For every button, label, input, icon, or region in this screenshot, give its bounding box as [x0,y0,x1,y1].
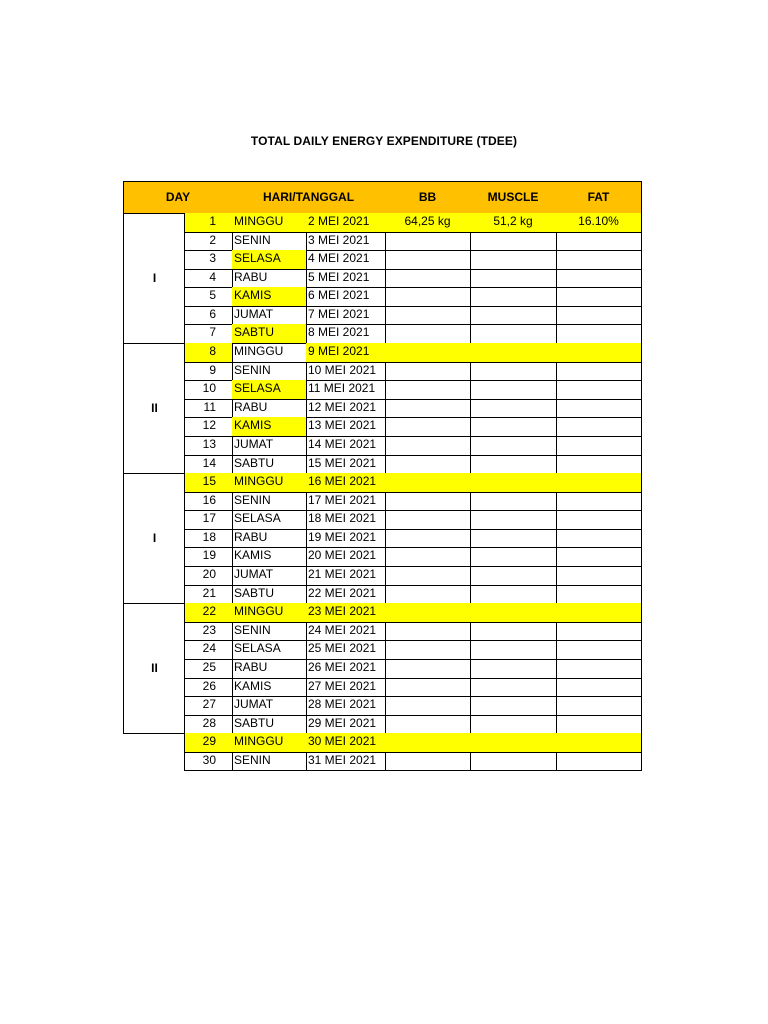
cell-fat [556,343,642,363]
cell-fat [556,622,642,641]
cell-tanggal: 10 MEI 2021 [306,362,386,381]
cell-hari: SENIN [232,362,307,381]
cell-muscle [470,362,557,381]
cell-no: 19 [184,547,233,567]
cell-hari: SABTU [232,585,307,604]
cell-fat [556,269,642,288]
cell-muscle [470,715,557,734]
cell-muscle [470,492,557,511]
cell-bb [385,324,471,344]
cell-tanggal: 6 MEI 2021 [306,287,386,307]
cell-fat [556,640,642,660]
cell-tanggal: 20 MEI 2021 [306,547,386,567]
cell-muscle [470,232,557,251]
cell-no: 16 [184,492,233,511]
cell-tanggal: 31 MEI 2021 [306,752,386,771]
header-bb: BB [385,181,471,214]
cell-no: 1 [184,213,233,233]
cell-tanggal: 13 MEI 2021 [306,417,386,437]
cell-no: 26 [184,678,233,697]
cell-fat [556,566,642,586]
cell-fat [556,417,642,437]
cell-muscle [470,752,557,771]
cell-muscle [470,269,557,288]
cell-bb [385,287,471,307]
cell-bb [385,250,471,270]
cell-tanggal: 7 MEI 2021 [306,306,386,325]
cell-no: 25 [184,659,233,679]
cell-bb [385,399,471,418]
cell-tanggal: 3 MEI 2021 [306,232,386,251]
cell-tanggal: 19 MEI 2021 [306,529,386,548]
header-muscle: MUSCLE [470,181,557,214]
cell-fat [556,250,642,270]
cell-fat [556,473,642,493]
cell-hari: JUMAT [232,306,307,325]
cell-bb [385,566,471,586]
cell-muscle [470,250,557,270]
cell-hari: JUMAT [232,566,307,586]
header-hari-tanggal: HARI/TANGGAL [232,181,386,214]
cell-hari: RABU [232,269,307,288]
cell-muscle: 51,2 kg [470,213,557,233]
cell-muscle [470,455,557,474]
cell-fat [556,659,642,679]
cell-fat [556,696,642,716]
cell-bb [385,380,471,400]
cell-no: 9 [184,362,233,381]
cell-bb [385,715,471,734]
cell-bb [385,362,471,381]
cell-muscle [470,343,557,363]
cell-no: 17 [184,510,233,530]
cell-muscle [470,678,557,697]
cell-hari: MINGGU [232,733,307,753]
cell-no: 11 [184,399,233,418]
cell-hari: SENIN [232,622,307,641]
cell-no: 18 [184,529,233,548]
cell-tanggal: 17 MEI 2021 [306,492,386,511]
cell-muscle [470,585,557,604]
cell-fat: 16.10% [556,213,642,233]
cell-no: 14 [184,455,233,474]
cell-fat [556,492,642,511]
cell-bb [385,492,471,511]
cell-hari: MINGGU [232,213,307,233]
cell-tanggal: 2 MEI 2021 [306,213,386,233]
cell-hari: SENIN [232,492,307,511]
cell-fat [556,715,642,734]
cell-muscle [470,436,557,456]
cell-hari: MINGGU [232,473,307,493]
cell-fat [556,733,642,753]
cell-hari: SENIN [232,232,307,251]
cell-no: 10 [184,380,233,400]
week-label: I [123,473,185,604]
cell-hari: SABTU [232,715,307,734]
cell-bb [385,269,471,288]
cell-muscle [470,324,557,344]
cell-tanggal: 27 MEI 2021 [306,678,386,697]
cell-no: 5 [184,287,233,307]
cell-fat [556,436,642,456]
cell-hari: SABTU [232,324,307,344]
cell-fat [556,362,642,381]
week-label: I [123,213,185,344]
cell-fat [556,306,642,325]
cell-fat [556,510,642,530]
cell-fat [556,455,642,474]
cell-tanggal: 15 MEI 2021 [306,455,386,474]
cell-fat [556,380,642,400]
cell-bb [385,603,471,623]
week-label: II [123,603,185,734]
cell-fat [556,232,642,251]
cell-no: 28 [184,715,233,734]
cell-hari: SENIN [232,752,307,771]
cell-hari: RABU [232,529,307,548]
cell-fat [556,287,642,307]
cell-fat [556,547,642,567]
document-title: TOTAL DAILY ENERGY EXPENDITURE (TDEE) [250,134,518,148]
cell-hari: SELASA [232,640,307,660]
cell-bb [385,752,471,771]
cell-tanggal: 21 MEI 2021 [306,566,386,586]
cell-fat [556,603,642,623]
cell-hari: MINGGU [232,603,307,623]
cell-hari: SABTU [232,455,307,474]
cell-no: 8 [184,343,233,363]
cell-fat [556,752,642,771]
cell-muscle [470,529,557,548]
cell-hari: KAMIS [232,417,307,437]
cell-no: 23 [184,622,233,641]
cell-tanggal: 9 MEI 2021 [306,343,386,363]
cell-tanggal: 16 MEI 2021 [306,473,386,493]
cell-tanggal: 12 MEI 2021 [306,399,386,418]
cell-tanggal: 23 MEI 2021 [306,603,386,623]
cell-fat [556,529,642,548]
cell-bb [385,436,471,456]
cell-muscle [470,640,557,660]
cell-bb [385,678,471,697]
cell-fat [556,678,642,697]
cell-muscle [470,306,557,325]
cell-muscle [470,733,557,753]
cell-hari: JUMAT [232,436,307,456]
cell-bb [385,640,471,660]
cell-tanggal: 30 MEI 2021 [306,733,386,753]
cell-no: 21 [184,585,233,604]
cell-muscle [470,510,557,530]
cell-no: 6 [184,306,233,325]
cell-no: 7 [184,324,233,344]
cell-muscle [470,696,557,716]
cell-tanggal: 8 MEI 2021 [306,324,386,344]
cell-tanggal: 4 MEI 2021 [306,250,386,270]
cell-fat [556,324,642,344]
cell-no: 29 [184,733,233,753]
cell-tanggal: 14 MEI 2021 [306,436,386,456]
cell-no: 3 [184,250,233,270]
header-fat: FAT [556,181,642,214]
cell-tanggal: 28 MEI 2021 [306,696,386,716]
cell-bb [385,455,471,474]
cell-bb [385,547,471,567]
cell-hari: SELASA [232,250,307,270]
cell-muscle [470,399,557,418]
cell-muscle [470,547,557,567]
cell-no: 12 [184,417,233,437]
cell-muscle [470,287,557,307]
cell-bb [385,473,471,493]
cell-no: 22 [184,603,233,623]
cell-bb [385,585,471,604]
cell-bb [385,417,471,437]
cell-bb [385,696,471,716]
cell-muscle [470,417,557,437]
cell-bb [385,306,471,325]
cell-muscle [470,380,557,400]
cell-hari: SELASA [232,510,307,530]
cell-no: 24 [184,640,233,660]
cell-muscle [470,566,557,586]
cell-hari: RABU [232,399,307,418]
cell-no: 20 [184,566,233,586]
cell-tanggal: 18 MEI 2021 [306,510,386,530]
cell-no: 4 [184,269,233,288]
cell-no: 30 [184,752,233,771]
cell-tanggal: 24 MEI 2021 [306,622,386,641]
cell-tanggal: 5 MEI 2021 [306,269,386,288]
cell-tanggal: 26 MEI 2021 [306,659,386,679]
cell-bb [385,510,471,530]
cell-tanggal: 22 MEI 2021 [306,585,386,604]
cell-no: 2 [184,232,233,251]
cell-bb [385,733,471,753]
cell-bb [385,529,471,548]
cell-no: 27 [184,696,233,716]
cell-muscle [470,473,557,493]
cell-bb [385,659,471,679]
cell-hari: SELASA [232,380,307,400]
cell-tanggal: 29 MEI 2021 [306,715,386,734]
cell-hari: RABU [232,659,307,679]
cell-hari: KAMIS [232,678,307,697]
week-label: II [123,343,185,474]
cell-bb [385,232,471,251]
cell-fat [556,585,642,604]
cell-no: 13 [184,436,233,456]
cell-fat [556,399,642,418]
cell-bb [385,622,471,641]
cell-tanggal: 11 MEI 2021 [306,380,386,400]
cell-no: 15 [184,473,233,493]
cell-hari: JUMAT [232,696,307,716]
cell-muscle [470,659,557,679]
cell-muscle [470,622,557,641]
cell-muscle [470,603,557,623]
cell-bb: 64,25 kg [385,213,471,233]
cell-bb [385,343,471,363]
cell-tanggal: 25 MEI 2021 [306,640,386,660]
cell-hari: KAMIS [232,287,307,307]
header-day: DAY [123,181,233,214]
cell-hari: MINGGU [232,343,307,363]
cell-hari: KAMIS [232,547,307,567]
